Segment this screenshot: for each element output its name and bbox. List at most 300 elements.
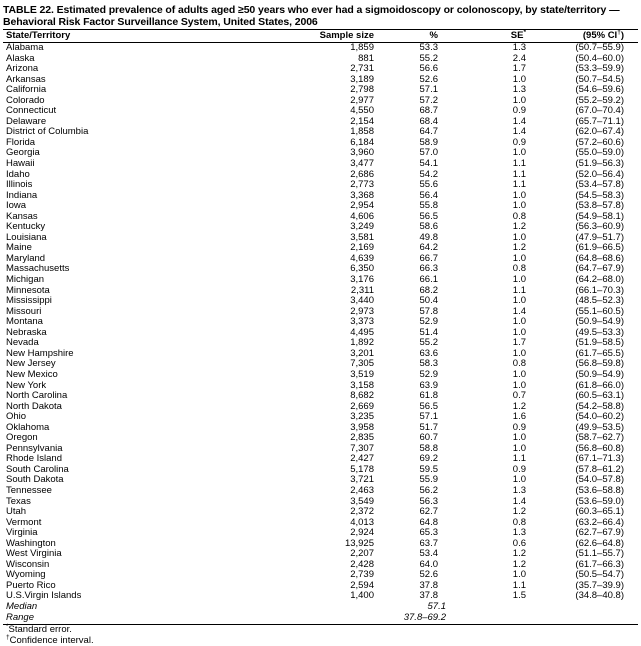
header-ci-label: (95% CI bbox=[582, 30, 618, 41]
state-cell: Connecticut bbox=[6, 105, 57, 117]
percent-cell: 64.0 bbox=[419, 558, 438, 570]
state-cell: Nebraska bbox=[6, 326, 47, 338]
se-cell: 1.3 bbox=[512, 527, 526, 539]
ci-cell: (50.7–54.5) bbox=[575, 73, 624, 85]
table-row bbox=[3, 549, 638, 560]
sample-size-cell: 2,311 bbox=[350, 284, 374, 296]
summary-label: Range bbox=[6, 611, 34, 623]
percent-cell: 51.4 bbox=[419, 326, 438, 338]
percent-cell: 59.5 bbox=[419, 463, 438, 475]
se-cell: 1.0 bbox=[512, 316, 526, 328]
table-row bbox=[3, 191, 638, 202]
state-cell: Arizona bbox=[6, 63, 39, 75]
percent-cell: 66.3 bbox=[419, 263, 438, 275]
sample-size-cell: 881 bbox=[358, 52, 374, 64]
percent-cell: 58.8 bbox=[419, 442, 438, 454]
table-row bbox=[3, 433, 638, 444]
table-row bbox=[3, 138, 638, 149]
percent-cell: 56.5 bbox=[419, 210, 438, 222]
table-row bbox=[3, 475, 638, 486]
percent-cell: 58.3 bbox=[419, 358, 438, 370]
state-cell: Iowa bbox=[6, 200, 27, 212]
se-cell: 1.0 bbox=[512, 147, 526, 159]
table-row bbox=[3, 465, 638, 476]
table-row bbox=[3, 412, 638, 423]
percent-cell: 58.9 bbox=[419, 136, 438, 148]
ci-cell: (51.9–56.3) bbox=[575, 158, 624, 170]
ci-cell: (62.0–67.4) bbox=[575, 126, 624, 138]
state-cell: Utah bbox=[6, 506, 27, 518]
sample-size-cell: 3,373 bbox=[350, 316, 374, 328]
table-row bbox=[3, 391, 638, 402]
state-cell: Illinois bbox=[6, 179, 33, 191]
ci-cell: (53.8–57.8) bbox=[575, 200, 624, 212]
table-row bbox=[3, 286, 638, 297]
table-row bbox=[3, 106, 638, 117]
ci-cell: (54.9–58.1) bbox=[575, 210, 624, 222]
se-cell: 1.0 bbox=[512, 474, 526, 486]
percent-cell: 68.4 bbox=[419, 115, 438, 127]
percent-cell: 55.2 bbox=[419, 337, 438, 349]
ci-cell: (56.8–59.8) bbox=[575, 358, 624, 370]
table-row bbox=[3, 581, 638, 592]
state-cell: New York bbox=[6, 379, 47, 391]
se-cell: 1.0 bbox=[512, 569, 526, 581]
ci-cell: (56.3–60.9) bbox=[575, 221, 624, 233]
se-cell: 1.1 bbox=[512, 579, 526, 591]
state-cell: West Virginia bbox=[6, 548, 62, 560]
sample-size-cell: 3,519 bbox=[350, 368, 374, 380]
sample-size-cell: 3,158 bbox=[350, 379, 374, 391]
percent-cell: 61.8 bbox=[419, 390, 438, 402]
percent-cell: 50.4 bbox=[419, 295, 438, 307]
table-row bbox=[3, 338, 638, 349]
ci-cell: (49.5–53.3) bbox=[575, 326, 624, 338]
table-row bbox=[3, 370, 638, 381]
ci-cell: (55.2–59.2) bbox=[575, 94, 624, 106]
percent-cell: 56.4 bbox=[419, 189, 438, 201]
sample-size-cell: 1,858 bbox=[350, 126, 374, 138]
ci-cell: (49.9–53.5) bbox=[575, 421, 624, 433]
se-cell: 1.0 bbox=[512, 252, 526, 264]
table-row bbox=[3, 43, 638, 54]
sample-size-cell: 3,440 bbox=[350, 295, 374, 307]
ci-cell: (47.9–51.7) bbox=[575, 231, 624, 243]
sample-size-cell: 2,372 bbox=[350, 506, 374, 518]
table-row bbox=[3, 359, 638, 370]
table-row bbox=[3, 233, 638, 244]
ci-cell: (50.9–54.9) bbox=[575, 368, 624, 380]
sample-size-cell: 13,925 bbox=[344, 537, 374, 549]
se-cell: 1.2 bbox=[512, 548, 526, 560]
percent-cell: 69.2 bbox=[419, 453, 438, 465]
sample-size-cell: 2,773 bbox=[350, 179, 374, 191]
state-cell: Mississippi bbox=[6, 295, 52, 307]
footnote-mark: * bbox=[6, 622, 9, 630]
ci-cell: (60.5–63.1) bbox=[575, 390, 624, 402]
ci-cell: (65.7–71.1) bbox=[575, 115, 624, 127]
table-row bbox=[3, 180, 638, 191]
ci-cell: (66.1–70.3) bbox=[575, 284, 624, 296]
state-cell: New Jersey bbox=[6, 358, 56, 370]
table-row bbox=[3, 75, 638, 86]
sample-size-cell: 2,669 bbox=[350, 400, 374, 412]
state-cell: Louisiana bbox=[6, 231, 47, 243]
ci-cell: (50.9–54.9) bbox=[575, 316, 624, 328]
summary-spacer bbox=[296, 613, 374, 624]
se-cell: 1.3 bbox=[512, 484, 526, 496]
table-row bbox=[3, 444, 638, 455]
se-cell: 1.4 bbox=[512, 126, 526, 138]
percent-cell: 57.1 bbox=[419, 84, 438, 96]
percent-cell: 63.9 bbox=[419, 379, 438, 391]
percent-cell: 52.6 bbox=[419, 569, 438, 581]
state-cell: Michigan bbox=[6, 274, 45, 286]
table-row bbox=[3, 64, 638, 75]
state-cell: Idaho bbox=[6, 168, 30, 180]
sample-size-cell: 3,249 bbox=[350, 221, 374, 233]
se-cell: 1.3 bbox=[512, 42, 526, 53]
state-cell: New Mexico bbox=[6, 368, 58, 380]
table-row bbox=[3, 570, 638, 581]
sample-size-cell: 2,169 bbox=[350, 242, 374, 254]
title-suffix: years who ever had a sigmoidoscopy or colonoscopy, by state/territory — Behavioral Risk Factor Surveillance System, United States, 2006 bbox=[3, 4, 620, 28]
sample-size-cell: 3,581 bbox=[350, 231, 374, 243]
table-row bbox=[3, 212, 638, 223]
ci-cell: (54.0–60.2) bbox=[575, 411, 624, 423]
ci-cell: (56.8–60.8) bbox=[575, 442, 624, 454]
sample-size-cell: 2,835 bbox=[350, 432, 374, 444]
summary-spacer bbox=[296, 602, 374, 613]
table-row bbox=[3, 170, 638, 181]
sample-size-cell: 2,924 bbox=[350, 527, 374, 539]
table-row bbox=[3, 96, 638, 107]
sample-size-cell: 3,176 bbox=[350, 274, 374, 286]
se-cell: 1.0 bbox=[512, 432, 526, 444]
sample-size-cell: 2,428 bbox=[350, 558, 374, 570]
se-cell: 0.9 bbox=[512, 463, 526, 475]
percent-cell: 37.8 bbox=[419, 590, 438, 602]
percent-cell: 64.7 bbox=[419, 126, 438, 138]
footnote bbox=[6, 633, 638, 646]
header-ci-close: ) bbox=[620, 30, 624, 41]
se-cell: 0.6 bbox=[512, 537, 526, 549]
se-cell: 1.0 bbox=[512, 200, 526, 212]
ci-cell: (61.9–66.5) bbox=[575, 242, 624, 254]
sample-size-cell: 2,731 bbox=[350, 63, 374, 75]
table-row bbox=[3, 454, 638, 465]
ci-cell: (54.2–58.8) bbox=[575, 400, 624, 412]
percent-cell: 53.4 bbox=[419, 548, 438, 560]
percent-cell: 56.3 bbox=[419, 495, 438, 507]
summary-value: 57.1 bbox=[427, 600, 446, 612]
table-row bbox=[3, 381, 638, 392]
percent-cell: 56.2 bbox=[419, 484, 438, 496]
sample-size-cell: 3,721 bbox=[350, 474, 374, 486]
ci-cell: (62.6–64.8) bbox=[575, 537, 624, 549]
se-cell: 0.8 bbox=[512, 358, 526, 370]
percent-cell: 64.8 bbox=[419, 516, 438, 528]
header-se-mark: * bbox=[523, 28, 526, 36]
state-cell: Indiana bbox=[6, 189, 38, 201]
header-percent: % bbox=[429, 30, 438, 41]
state-cell: Kentucky bbox=[6, 221, 46, 233]
state-cell: Washington bbox=[6, 537, 56, 549]
percent-cell: 55.9 bbox=[419, 474, 438, 486]
state-cell: Arkansas bbox=[6, 73, 46, 85]
se-cell: 1.5 bbox=[512, 590, 526, 602]
table-title bbox=[3, 4, 638, 28]
se-cell: 0.9 bbox=[512, 421, 526, 433]
ci-cell: (67.1–71.3) bbox=[575, 453, 624, 465]
percent-cell: 52.9 bbox=[419, 368, 438, 380]
ci-cell: (63.2–66.4) bbox=[575, 516, 624, 528]
table-row bbox=[3, 486, 638, 497]
table-row bbox=[3, 148, 638, 159]
state-cell: Wyoming bbox=[6, 569, 46, 581]
percent-cell: 66.1 bbox=[419, 274, 438, 286]
state-cell: Vermont bbox=[6, 516, 42, 528]
footnote-text: Standard error. bbox=[8, 624, 72, 636]
table-row bbox=[3, 591, 638, 602]
title-age: ≥50 bbox=[238, 4, 256, 16]
se-cell: 1.2 bbox=[512, 242, 526, 254]
sample-size-cell: 3,477 bbox=[350, 158, 374, 170]
percent-cell: 52.6 bbox=[419, 73, 438, 85]
table-header bbox=[3, 30, 638, 43]
ci-cell: (58.7–62.7) bbox=[575, 432, 624, 444]
ci-cell: (64.7–67.9) bbox=[575, 263, 624, 275]
state-cell: Maine bbox=[6, 242, 32, 254]
percent-cell: 51.7 bbox=[419, 421, 438, 433]
state-cell: Wisconsin bbox=[6, 558, 50, 570]
se-cell: 0.7 bbox=[512, 390, 526, 402]
sample-size-cell: 3,549 bbox=[350, 495, 374, 507]
se-cell: 1.0 bbox=[512, 295, 526, 307]
ci-cell: (64.8–68.6) bbox=[575, 252, 624, 264]
se-cell: 1.1 bbox=[512, 453, 526, 465]
table-row bbox=[3, 518, 638, 529]
state-cell: North Dakota bbox=[6, 400, 62, 412]
state-cell: Alabama bbox=[6, 42, 44, 53]
se-cell: 1.0 bbox=[512, 73, 526, 85]
percent-cell: 53.3 bbox=[419, 42, 438, 53]
ci-cell: (64.2–68.0) bbox=[575, 274, 624, 286]
sample-size-cell: 4,013 bbox=[350, 516, 374, 528]
percent-cell: 63.7 bbox=[419, 537, 438, 549]
percent-cell: 49.8 bbox=[419, 231, 438, 243]
state-cell: California bbox=[6, 84, 47, 96]
se-cell: 1.0 bbox=[512, 347, 526, 359]
se-cell: 0.9 bbox=[512, 136, 526, 148]
state-cell: Colorado bbox=[6, 94, 45, 106]
table-row bbox=[3, 402, 638, 413]
sample-size-cell: 6,350 bbox=[350, 263, 374, 275]
sample-size-cell: 3,201 bbox=[350, 347, 374, 359]
state-cell: South Carolina bbox=[6, 463, 69, 475]
state-cell: Kansas bbox=[6, 210, 38, 222]
state-cell: Florida bbox=[6, 136, 36, 148]
ci-cell: (53.6–58.8) bbox=[575, 484, 624, 496]
table-row bbox=[3, 497, 638, 508]
header-se-label: SE bbox=[510, 30, 524, 41]
se-cell: 1.1 bbox=[512, 158, 526, 170]
percent-cell: 64.2 bbox=[419, 242, 438, 254]
ci-cell: (35.7–39.9) bbox=[575, 579, 624, 591]
table-row bbox=[3, 159, 638, 170]
table-row bbox=[3, 127, 638, 138]
state-cell: Rhode Island bbox=[6, 453, 62, 465]
percent-cell: 54.1 bbox=[419, 158, 438, 170]
se-cell: 1.0 bbox=[512, 379, 526, 391]
sample-size-cell: 3,958 bbox=[350, 421, 374, 433]
percent-cell: 54.2 bbox=[419, 168, 438, 180]
table-row bbox=[3, 560, 638, 571]
ci-cell: (50.7–55.9) bbox=[575, 42, 624, 53]
se-cell: 0.9 bbox=[512, 105, 526, 117]
state-cell: Texas bbox=[6, 495, 31, 507]
state-cell: North Carolina bbox=[6, 390, 68, 402]
state-cell: Puerto Rico bbox=[6, 579, 56, 591]
sample-size-cell: 2,954 bbox=[350, 200, 374, 212]
sample-size-cell: 4,606 bbox=[350, 210, 374, 222]
header-sample-size: Sample size bbox=[319, 30, 374, 41]
sample-size-cell: 3,189 bbox=[350, 73, 374, 85]
ci-cell: (34.8–40.8) bbox=[575, 590, 624, 602]
header-state: State/Territory bbox=[6, 30, 71, 41]
sample-size-cell: 2,427 bbox=[350, 453, 374, 465]
table-row bbox=[3, 539, 638, 550]
ci-cell: (54.0–57.8) bbox=[575, 474, 624, 486]
table-row bbox=[3, 328, 638, 339]
state-cell: Ohio bbox=[6, 411, 27, 423]
state-cell: Nevada bbox=[6, 337, 39, 349]
percent-cell: 57.1 bbox=[419, 411, 438, 423]
state-cell: Georgia bbox=[6, 147, 40, 159]
ci-cell: (51.9–58.5) bbox=[575, 337, 624, 349]
se-cell: 2.4 bbox=[512, 52, 526, 64]
footnotes bbox=[3, 622, 638, 646]
ci-cell: (61.7–65.5) bbox=[575, 347, 624, 359]
sample-size-cell: 7,307 bbox=[350, 442, 374, 454]
percent-cell: 68.2 bbox=[419, 284, 438, 296]
sample-size-cell: 2,739 bbox=[350, 569, 374, 581]
percent-cell: 63.6 bbox=[419, 347, 438, 359]
se-cell: 1.0 bbox=[512, 231, 526, 243]
ci-cell: (48.5–52.3) bbox=[575, 295, 624, 307]
sample-size-cell: 2,463 bbox=[350, 484, 374, 496]
sample-size-cell: 6,184 bbox=[350, 136, 374, 148]
table-row bbox=[3, 275, 638, 286]
sample-size-cell: 1,400 bbox=[350, 590, 374, 602]
state-cell: District of Columbia bbox=[6, 126, 89, 138]
ci-cell: (67.0–70.4) bbox=[575, 105, 624, 117]
se-cell: 1.0 bbox=[512, 326, 526, 338]
ci-cell: (57.8–61.2) bbox=[575, 463, 624, 475]
table-row bbox=[3, 423, 638, 434]
footnote bbox=[6, 622, 638, 636]
se-cell: 1.3 bbox=[512, 84, 526, 96]
sample-size-cell: 4,495 bbox=[350, 326, 374, 338]
se-cell: 1.0 bbox=[512, 274, 526, 286]
footnote-mark: † bbox=[6, 633, 10, 641]
percent-cell: 57.0 bbox=[419, 147, 438, 159]
state-cell: Delaware bbox=[6, 115, 47, 127]
state-cell: U.S.Virgin Islands bbox=[6, 590, 82, 602]
percent-cell: 55.2 bbox=[419, 52, 438, 64]
table-row bbox=[3, 117, 638, 128]
ci-cell: (55.1–60.5) bbox=[575, 305, 624, 317]
state-cell: Hawaii bbox=[6, 158, 35, 170]
sample-size-cell: 4,639 bbox=[350, 252, 374, 264]
se-cell: 1.4 bbox=[512, 115, 526, 127]
state-cell: Minnesota bbox=[6, 284, 50, 296]
se-cell: 1.7 bbox=[512, 63, 526, 75]
sample-size-cell: 8,682 bbox=[350, 390, 374, 402]
se-cell: 1.7 bbox=[512, 337, 526, 349]
percent-cell: 62.7 bbox=[419, 506, 438, 518]
percent-cell: 52.9 bbox=[419, 316, 438, 328]
state-cell: Maryland bbox=[6, 252, 46, 264]
state-cell: Pennsylvania bbox=[6, 442, 63, 454]
percent-cell: 60.7 bbox=[419, 432, 438, 444]
ci-cell: (53.6–59.0) bbox=[575, 495, 624, 507]
sample-size-cell: 3,368 bbox=[350, 189, 374, 201]
state-cell: Oregon bbox=[6, 432, 38, 444]
sample-size-cell: 5,178 bbox=[350, 463, 374, 475]
summary-row bbox=[3, 613, 638, 624]
table-row bbox=[3, 507, 638, 518]
se-cell: 0.8 bbox=[512, 516, 526, 528]
ci-cell: (50.4–60.0) bbox=[575, 52, 624, 64]
header-se bbox=[438, 30, 526, 42]
footnote-text: Confidence interval. bbox=[9, 634, 94, 646]
table-row bbox=[3, 349, 638, 360]
ci-cell: (53.4–57.8) bbox=[575, 179, 624, 191]
table-row bbox=[3, 528, 638, 539]
se-cell: 1.2 bbox=[512, 221, 526, 233]
percent-cell: 55.8 bbox=[419, 200, 438, 212]
table-row bbox=[3, 254, 638, 265]
se-cell: 0.8 bbox=[512, 210, 526, 222]
se-cell: 1.0 bbox=[512, 442, 526, 454]
se-cell: 1.4 bbox=[512, 495, 526, 507]
table-body bbox=[3, 43, 638, 623]
se-cell: 0.8 bbox=[512, 263, 526, 275]
ci-cell: (60.3–65.1) bbox=[575, 506, 624, 518]
ci-cell: (62.7–67.9) bbox=[575, 527, 624, 539]
ci-cell: (54.6–59.6) bbox=[575, 84, 624, 96]
table-row bbox=[3, 54, 638, 65]
se-cell: 1.0 bbox=[512, 94, 526, 106]
ci-cell: (51.1–55.7) bbox=[575, 548, 624, 560]
se-cell: 1.4 bbox=[512, 305, 526, 317]
se-cell: 1.1 bbox=[512, 284, 526, 296]
sample-size-cell: 2,798 bbox=[350, 84, 374, 96]
table-row bbox=[3, 243, 638, 254]
sample-size-cell: 2,686 bbox=[350, 168, 374, 180]
header-ci-mark: † bbox=[617, 28, 621, 36]
se-cell: 1.0 bbox=[512, 189, 526, 201]
ci-cell: (55.0–59.0) bbox=[575, 147, 624, 159]
title-text: TABLE 22. Estimated prevalence of adults aged bbox=[3, 4, 239, 16]
se-cell: 1.2 bbox=[512, 506, 526, 518]
sample-size-cell: 4,550 bbox=[350, 105, 374, 117]
percent-cell: 55.6 bbox=[419, 179, 438, 191]
sample-size-cell: 2,154 bbox=[350, 115, 374, 127]
percent-cell: 68.7 bbox=[419, 105, 438, 117]
se-cell: 1.2 bbox=[512, 400, 526, 412]
